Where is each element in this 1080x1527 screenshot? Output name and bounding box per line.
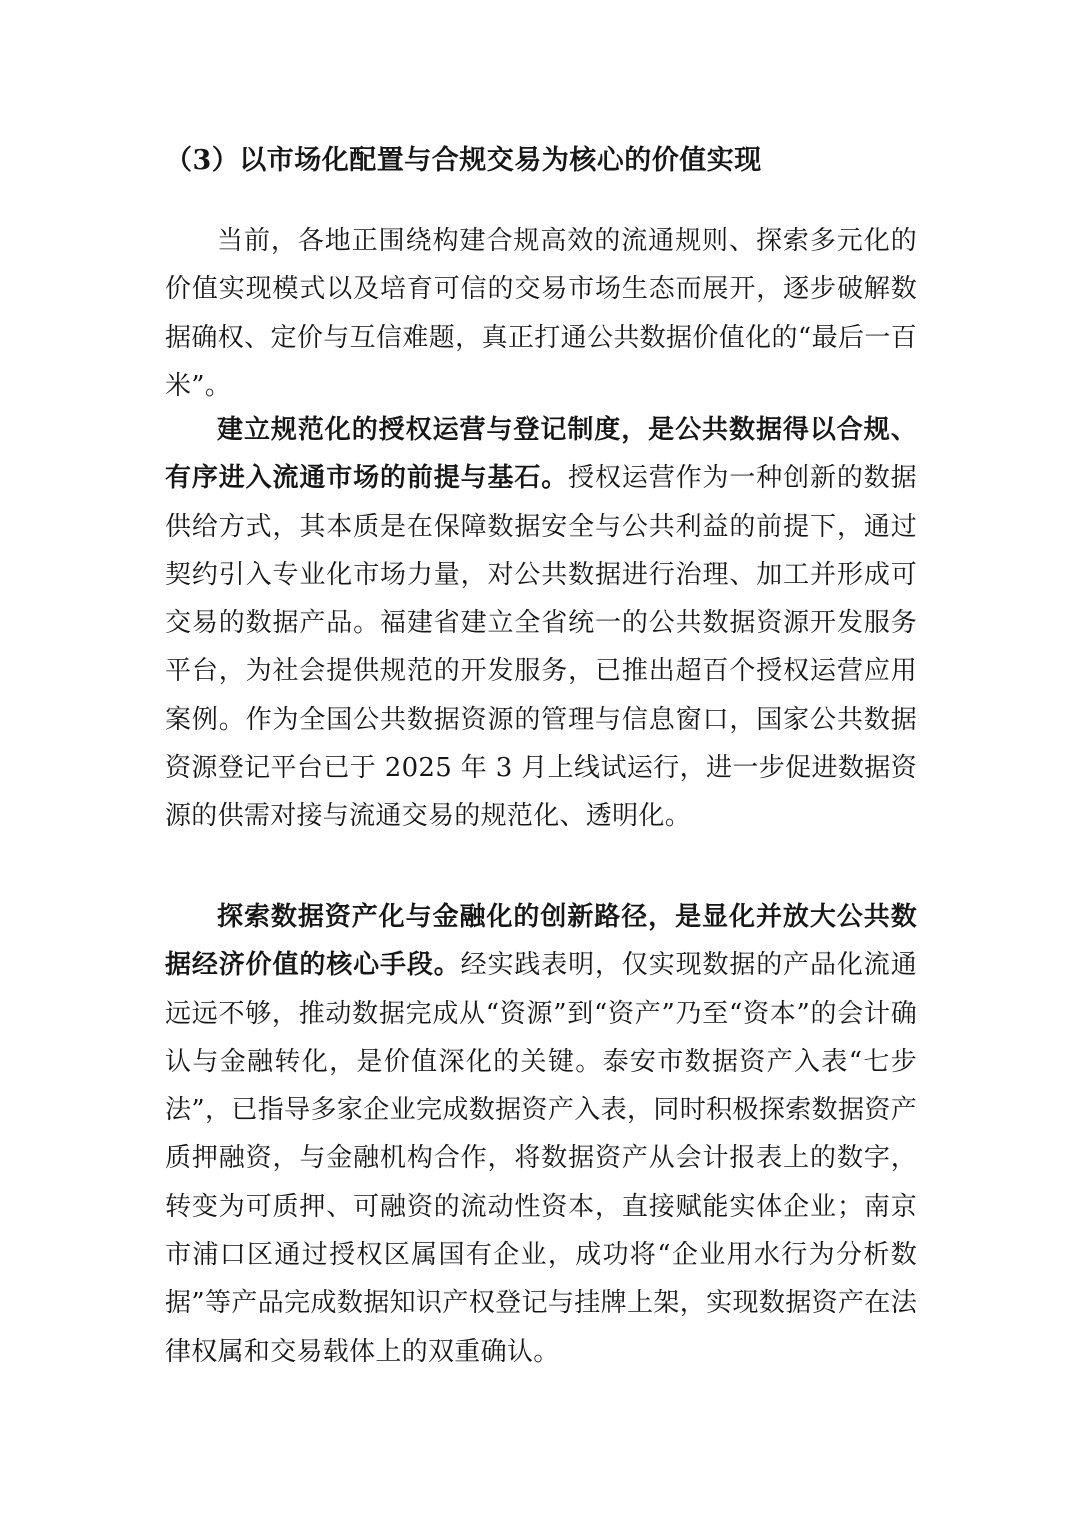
paragraph-authorization-lead: 建立规范化的授权运营与登记制度，是公共数据得以合规、有序进入流通市场的前提与基石。 [165, 415, 917, 494]
paragraph-authorization-body: 授权运营作为一种创新的数据供给方式，其本质是在保障数据安全与公共利益的前提下，通过契约引入专业化市场力量，对公共数据进行治理、加工并形成可交易的数据产品。福建省建立全省统一的公共数据资源开发服务平台，为社会提供规范的开发服务，已推出超百个授权运营应用案例。作为全国公共数据资源的管理与信息窗口，国家公共数据资源登记平台已于 2025 年 3 月上线试运行，进一步促进数据资源的供需对接与流通交易的规范化、透明化。 [165, 463, 917, 832]
paragraph-intro-text: 当前，各地正围绕构建合规高效的流通规则、探索多元化的价值实现模式以及培育可信的交易市场生态而展开，逐步破解数据确权、定价与互信难题，真正打通公共数据价值化的“最后一百米”。 [165, 226, 917, 401]
paragraph-assetization [165, 893, 917, 1376]
paragraph-assetization-lead: 探索数据资产化与金融化的创新路径，是显化并放大公共数据经济价值的核心手段。 [165, 902, 917, 981]
section-heading: （3）以市场化配置与合规交易为核心的价值实现 [165, 145, 762, 176]
paragraph-intro [165, 217, 917, 410]
paragraph-assetization-body: 经实践表明，仅实现数据的产品化流通远远不够，推动数据完成从“资源”到“资产”乃至“资本”的会计确认与金融转化，是价值深化的关键。泰安市数据资产入表“七步法”，已指导多家企业完成数据资产入表，同时积极探索数据资产质押融资，与金融机构合作，将数据资产从会计报表上的数字，转变为可质押、可融资的流动性资本，直接赋能实体企业；南京市浦口区通过授权区属国有企业，成功将“企业用水行为分析数据”等产品完成数据知识产权登记与挂牌上架，实现数据资产在法律权属和交易载体上的双重确认。 [165, 950, 917, 1367]
paragraph-authorization [165, 406, 917, 841]
